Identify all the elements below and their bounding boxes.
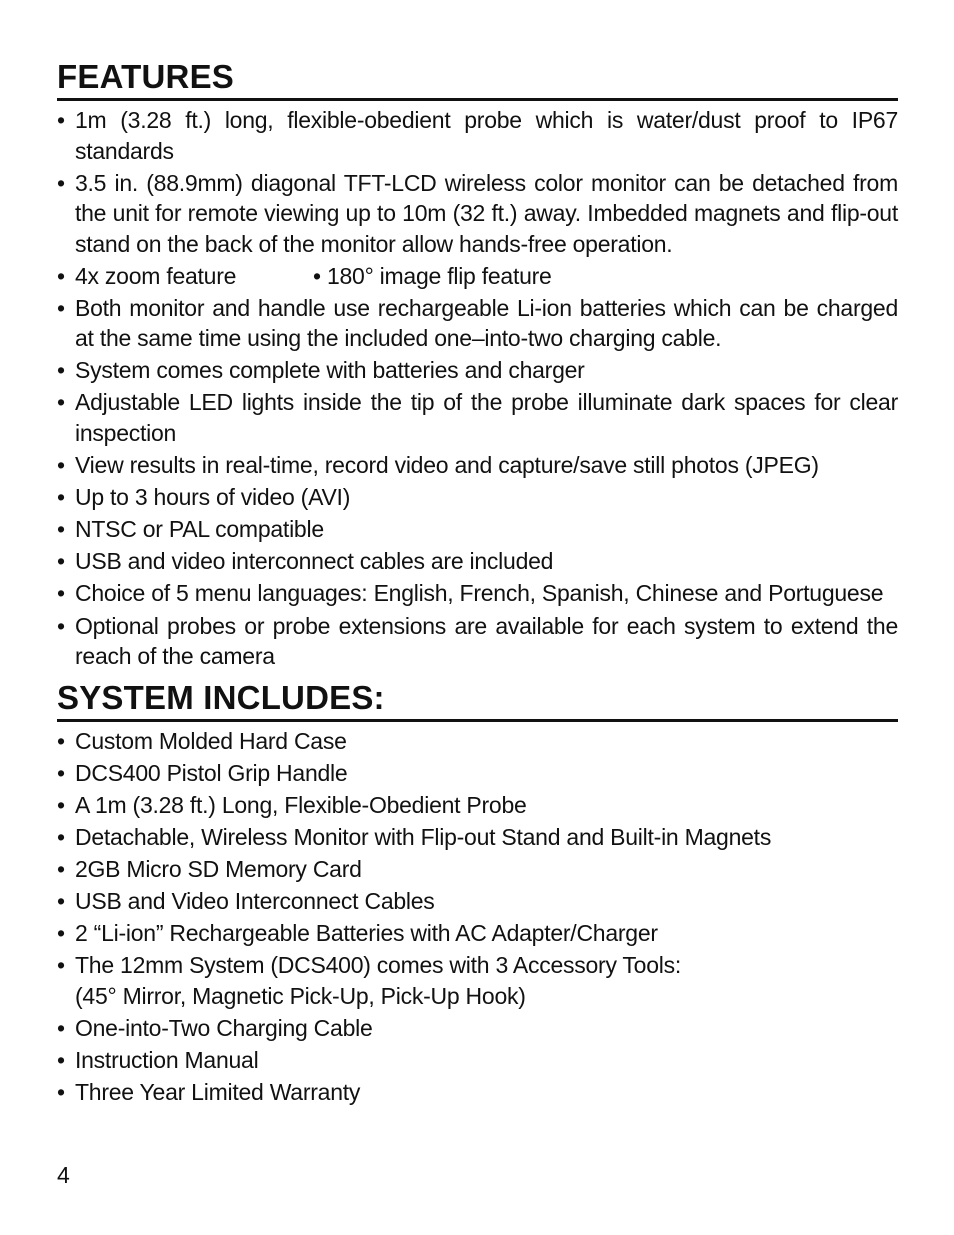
bullet: • — [57, 1046, 65, 1073]
bullet: • — [57, 452, 65, 479]
included-item-text: Custom Molded Hard Case — [75, 727, 347, 754]
feature-text: Both monitor and handle use rechargeable Li-ion batteries which can be charged at the same time using the included one–into-two charging cable. — [75, 294, 898, 352]
list-item — [57, 168, 898, 260]
features-heading: FEATURES — [57, 58, 898, 101]
list-item — [57, 918, 898, 949]
list-item — [57, 822, 898, 853]
list-item — [57, 1077, 898, 1108]
list-item — [57, 886, 898, 917]
list-item — [57, 355, 898, 386]
bullet: • — [57, 612, 65, 639]
list-item — [57, 293, 898, 354]
list-item — [57, 726, 898, 757]
list-item — [57, 611, 898, 672]
bullet: • — [57, 580, 65, 607]
bullet: • — [57, 952, 65, 979]
list-item — [57, 546, 898, 577]
included-item-text: A 1m (3.28 ft.) Long, Flexible-Obedient Probe — [75, 791, 527, 818]
feature-text: View results in real-time, record video and capture/save still photos (JPEG) — [75, 452, 819, 479]
feature-text: Up to 3 hours of video (AVI) — [75, 484, 351, 511]
included-item-text: The 12mm System (DCS400) comes with 3 Accessory Tools: — [75, 952, 682, 979]
bullet: • — [57, 169, 65, 196]
list-item — [57, 1013, 898, 1044]
page-number: 4 — [57, 1162, 70, 1188]
included-item-text: Three Year Limited Warranty — [75, 1078, 361, 1105]
bullet: • — [57, 1078, 65, 1105]
included-item-text: One-into-Two Charging Cable — [75, 1014, 373, 1041]
feature-text: 180° image flip feature — [326, 262, 552, 289]
bullet: • — [313, 262, 321, 289]
list-item — [57, 387, 898, 448]
manual-page — [57, 58, 898, 1109]
feature-text: Optional probes or probe extensions are available for each system to extend the reach of the camera — [75, 612, 898, 670]
feature-text: NTSC or PAL compatible — [75, 516, 324, 543]
list-item — [57, 514, 898, 545]
feature-text: Adjustable LED lights inside the tip of the probe illuminate dark spaces for clear inspection — [75, 389, 898, 446]
system-includes-heading: SYSTEM INCLUDES: — [57, 679, 898, 722]
bullet: • — [57, 294, 65, 321]
list-item — [57, 450, 898, 481]
included-item-text: 2GB Micro SD Memory Card — [75, 855, 362, 882]
bullet: • — [57, 888, 65, 914]
included-item-text: DCS400 Pistol Grip Handle — [75, 759, 348, 786]
feature-text: 4x zoom feature — [75, 262, 237, 289]
bullet: • — [57, 262, 65, 289]
list-item — [57, 482, 898, 513]
list-item — [57, 1045, 898, 1076]
list-item — [57, 758, 898, 789]
bullet: • — [57, 920, 65, 947]
bullet: • — [57, 389, 65, 416]
feature-text: 3.5 in. (88.9mm) diagonal TFT-LCD wireless color monitor can be detached from the unit for remote viewing up to 10m (32 ft.) away. Imbedded magnets and flip-out stand on the back of the monitor allow hands-free operation. — [75, 169, 898, 257]
included-item-text: USB and Video Interconnect Cables — [75, 888, 435, 914]
bullet: • — [57, 727, 65, 754]
bullet: • — [57, 1014, 65, 1041]
included-item-subtext: (45° Mirror, Magnetic Pick-Up, Pick-Up Hook) — [75, 982, 526, 1009]
included-item-text: Instruction Manual — [75, 1046, 259, 1073]
included-item-text: Detachable, Wireless Monitor with Flip-out Stand and Built-in Magnets — [75, 823, 772, 850]
bullet: • — [57, 823, 65, 850]
bullet: • — [57, 759, 65, 786]
feature-text: Choice of 5 menu languages: English, French, Spanish, Chinese and Portuguese — [75, 580, 884, 607]
system-includes-list — [57, 726, 898, 1108]
list-item — [57, 790, 898, 821]
list-item — [57, 854, 898, 885]
feature-text: 1m (3.28 ft.) long, flexible-obedient probe which is water/dust proof to IP67 standards — [75, 107, 898, 164]
features-list — [57, 105, 898, 672]
list-item — [57, 261, 898, 292]
feature-text: System comes complete with batteries and charger — [75, 357, 585, 384]
list-item — [57, 950, 898, 1011]
bullet: • — [57, 484, 65, 511]
included-item-text: 2 “Li-ion” Rechargeable Batteries with AC Adapter/Charger — [75, 920, 658, 947]
bullet: • — [57, 791, 65, 818]
bullet: • — [57, 548, 65, 575]
list-item — [57, 105, 898, 166]
bullet: • — [57, 516, 65, 543]
feature-text: USB and video interconnect cables are included — [75, 548, 554, 575]
bullet: • — [57, 855, 65, 882]
feature-text — [313, 261, 552, 292]
bullet: • — [57, 107, 65, 133]
list-item — [57, 578, 898, 609]
bullet: • — [57, 357, 65, 384]
